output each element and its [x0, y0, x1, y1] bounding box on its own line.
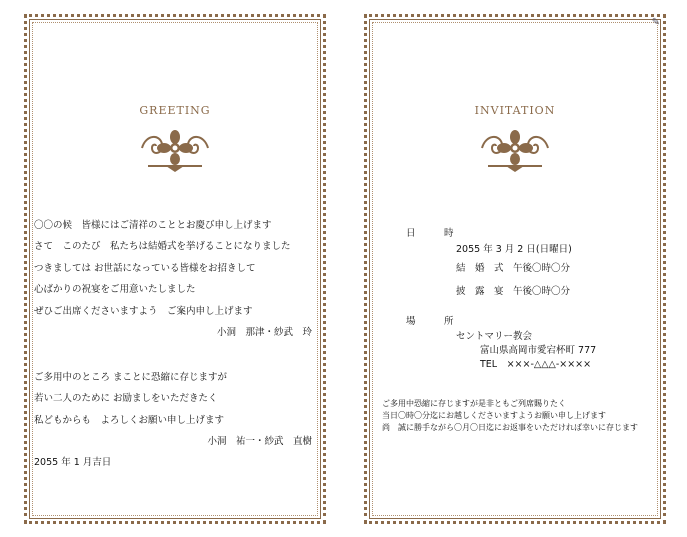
place-label: 場 所	[406, 316, 454, 327]
greeting-line-8: 私どもからも よろしくお願い申し上げます	[34, 415, 225, 426]
greeting-date: 2055 年 1 月吉日	[34, 457, 112, 468]
venue-name: セントマリー教会	[456, 331, 533, 342]
greeting-line-4: 心ばかりの祝宴をご用意いたしました	[34, 284, 196, 295]
invitation-card	[364, 14, 666, 524]
date-value: 2055 年 3 月 2 日(日曜日)	[456, 244, 572, 255]
damask-ornament-icon	[478, 126, 552, 172]
greeting-line-3: つきましては お世話になっている皆様をお招きして	[34, 263, 256, 274]
note-line-1: ご多用中恐縮に存じますが是非ともご列席賜りたく	[382, 399, 566, 408]
damask-ornament-icon	[138, 126, 212, 172]
pen-icon: ✎	[651, 17, 660, 28]
ceremony-time: 結 婚 式 午後〇時〇分	[456, 263, 571, 274]
reception-time: 披 露 宴 午後〇時〇分	[456, 286, 571, 297]
signature-2: 小洞 祐一・紗武 直樹	[207, 436, 312, 447]
greeting-card	[24, 14, 326, 524]
venue-tel: TEL ×××-△△△-××××	[480, 359, 592, 370]
greeting-line-7: 若い二人のために お励ましをいただきたく	[34, 393, 218, 404]
greeting-line-1: 〇〇の候 皆様にはご清祥のこととお慶び申し上げます	[34, 220, 272, 231]
greeting-heading: GREETING	[139, 104, 211, 117]
greeting-line-5: ぜひご出席くださいますよう ご案内申し上げます	[34, 306, 253, 317]
venue-address: 富山県高岡市愛宕杯町 777	[480, 345, 597, 356]
datetime-label: 日 時	[406, 228, 454, 239]
invitation-heading: INVITATION	[474, 104, 556, 117]
note-line-3: 尚 誠に勝手ながら〇月〇日迄にお返事をいただければ幸いに存じます	[382, 423, 638, 432]
greeting-line-6: ご多用中のところ まことに恐縮に存じますが	[34, 372, 228, 383]
greeting-line-2: さて このたび 私たちは結婚式を挙げることになりました	[34, 241, 291, 252]
note-line-2: 当日〇時〇分迄にお越しくださいますようお願い申し上げます	[382, 411, 606, 420]
signature-1: 小洞 那津・紗武 玲	[216, 327, 312, 338]
